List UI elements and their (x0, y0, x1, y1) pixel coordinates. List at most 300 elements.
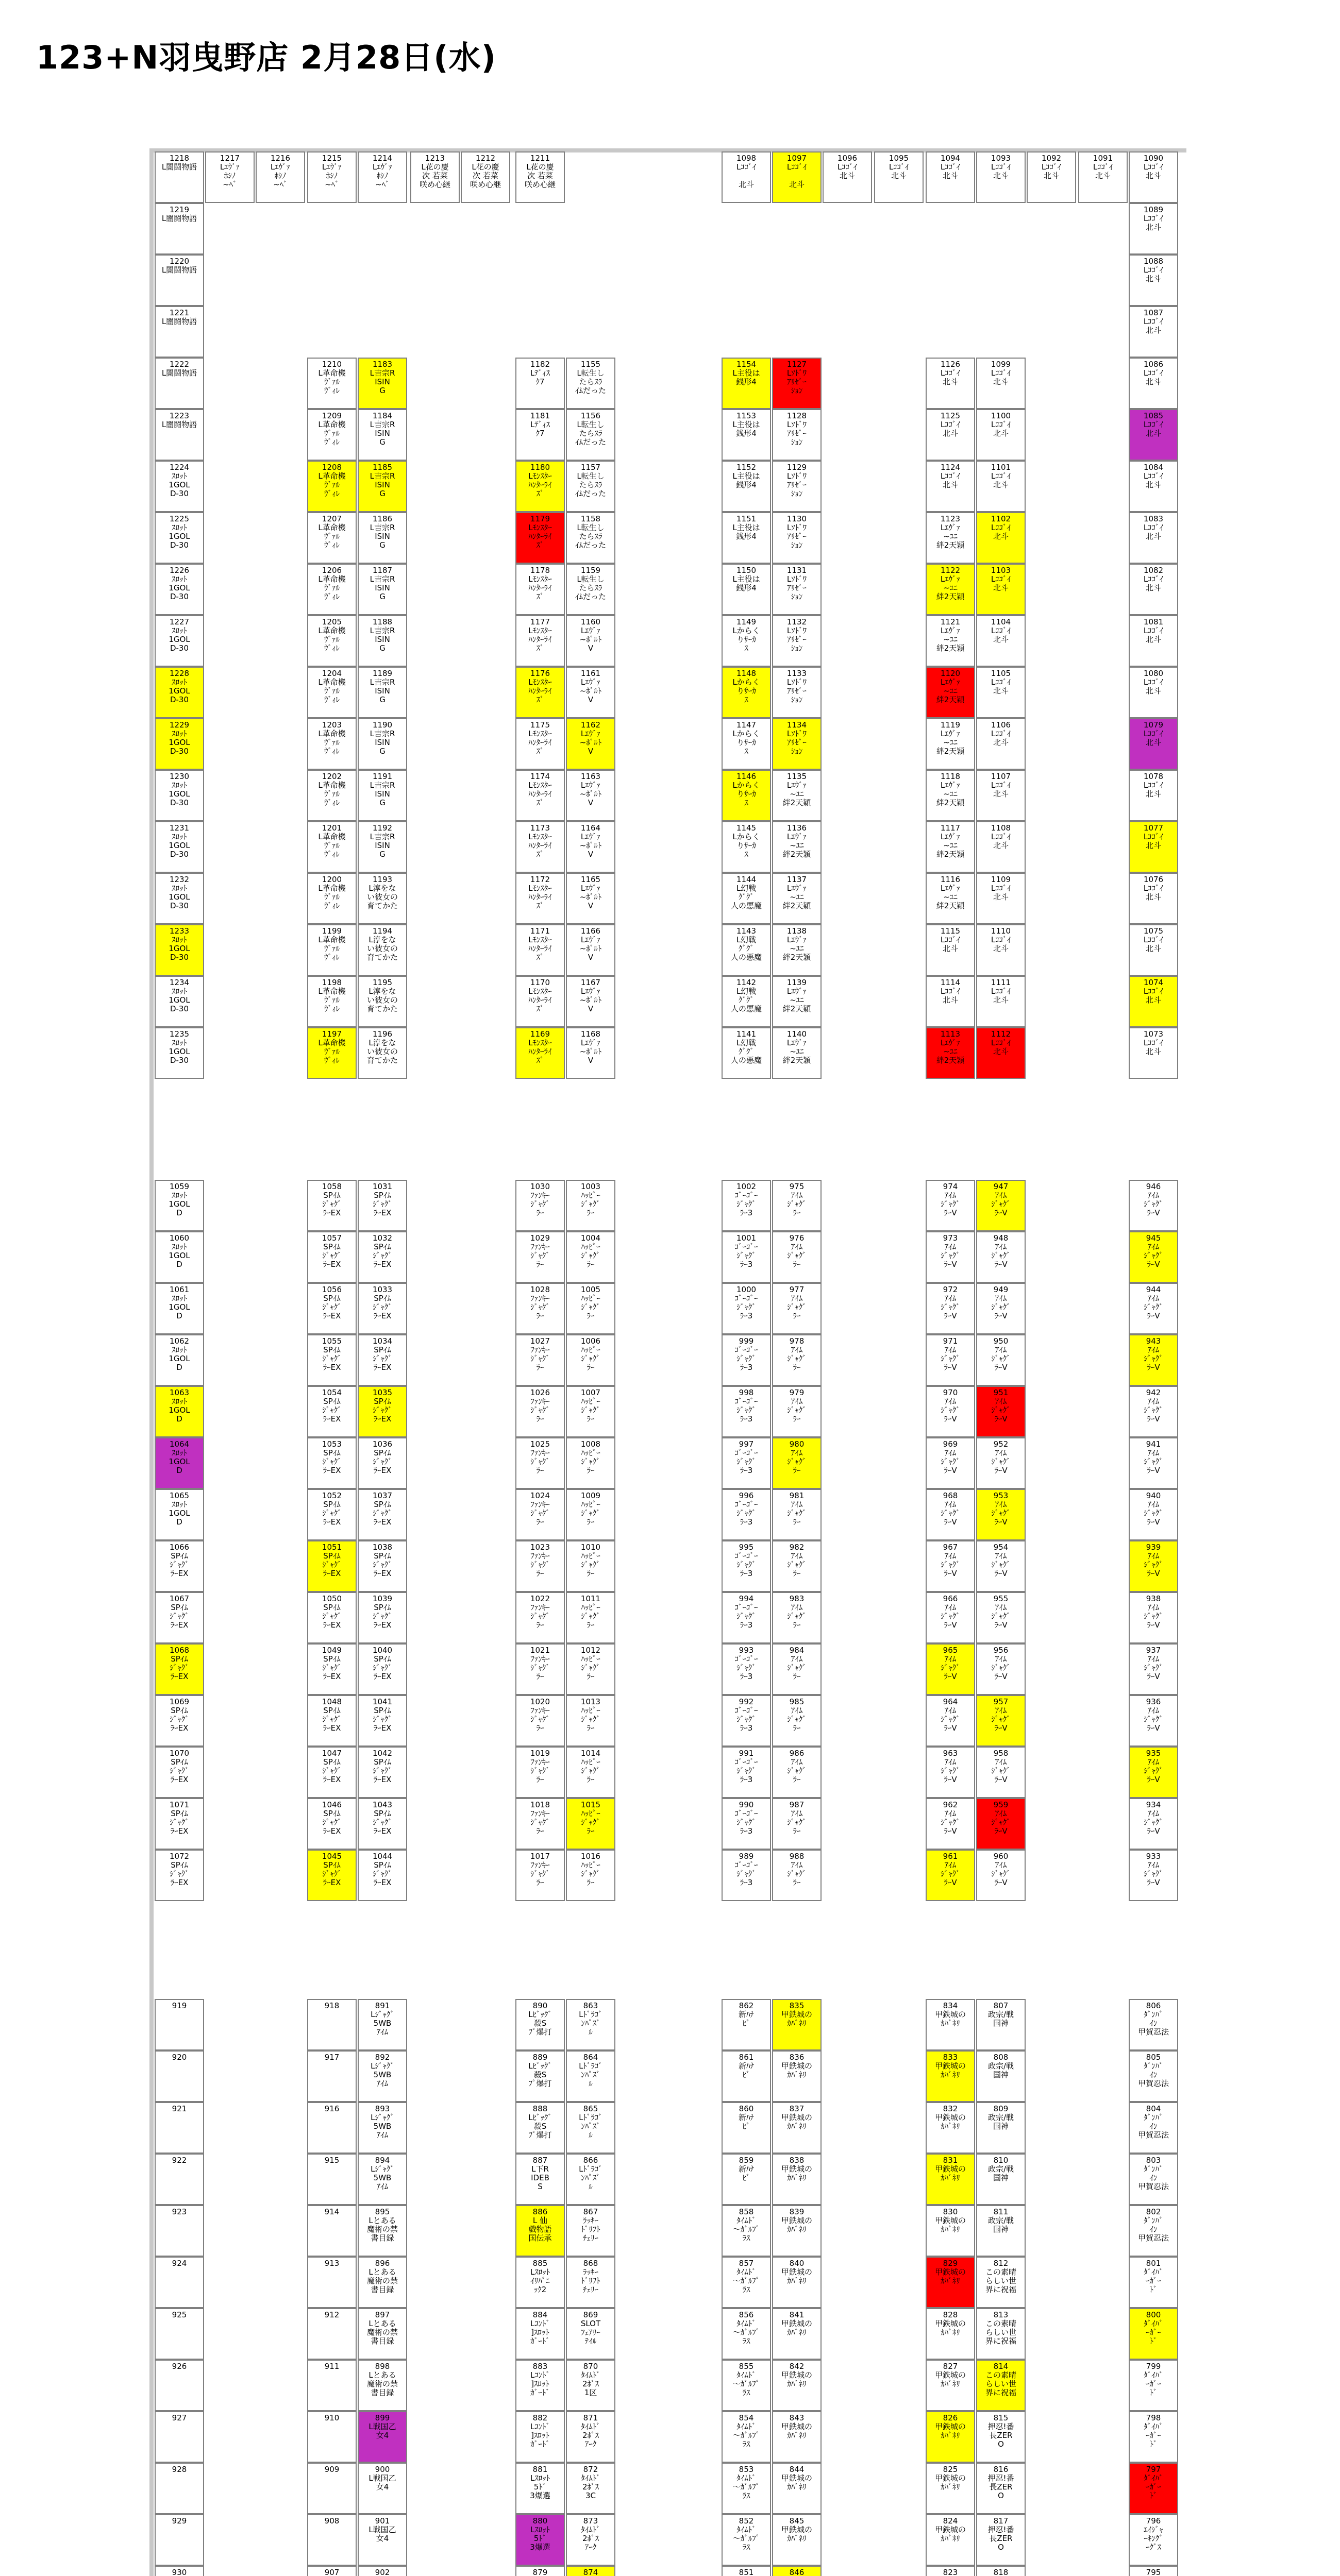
machine-cell (722, 2102, 771, 2154)
machine-number: 1089 (1143, 205, 1164, 214)
machine-cell (566, 564, 615, 615)
machine-number: 836 (789, 2053, 805, 2062)
machine-name: ﾊｯﾋﾟｰ ｼﾞｬｸﾞ ﾗｰ (581, 1860, 600, 1887)
machine-number: 1127 (786, 360, 807, 369)
machine-cell (155, 1999, 204, 2050)
machine-number: 938 (1146, 1594, 1161, 1603)
machine-name: ｱｲﾑ ｼﾞｬｸﾞ ﾗｰ (787, 1654, 807, 1681)
machine-cell (566, 770, 615, 821)
machine-name: Lｺﾝﾄﾞ ]ｽﾛｯﾄ ｶﾞｰﾄﾞ (530, 2370, 550, 2397)
machine-number: 1082 (1143, 566, 1164, 575)
machine-cell (358, 2205, 407, 2257)
machine-number: 1046 (322, 1800, 342, 1809)
machine-number: 989 (739, 1852, 754, 1861)
machine-cell (515, 151, 565, 203)
machine-cell (722, 461, 771, 512)
machine-cell (976, 1592, 1026, 1643)
machine-name: SPｲﾑ ｼﾞｬｸﾞ ﾗｰEX (170, 1654, 189, 1681)
machine-name: ｱｲﾑ ｼﾞｬｸﾞ ﾗｰV (991, 1603, 1011, 1630)
machine-name: Lｿﾄﾞﾜ ｱﾘｾﾞｰ ｼｮﾝ (786, 729, 807, 756)
machine-name: L転生し たらｽﾗ ｲﾑだった (575, 523, 606, 550)
machine-number: 949 (993, 1285, 1009, 1294)
machine-number: 1181 (530, 411, 550, 420)
machine-cell (772, 409, 822, 461)
machine-cell (358, 1540, 407, 1592)
machine-cell (976, 1334, 1026, 1386)
machine-name: ｱｲﾑ ｼﾞｬｸﾞ ﾗｰV (1144, 1809, 1163, 1836)
machine-name: この素晴 らしい世 界に祝福 (985, 2267, 1016, 2294)
machine-number: 914 (324, 2207, 340, 2216)
machine-cell (1129, 2102, 1178, 2154)
machine-cell (772, 2566, 822, 2576)
machine-name: ﾊｯﾋﾟｰ ｼﾞｬｸﾞ ﾗｰ (581, 1757, 600, 1784)
machine-name: Lｺｺﾞｲ 北斗 (1143, 471, 1164, 489)
machine-cell (358, 2360, 407, 2411)
machine-number: 1092 (1041, 154, 1062, 163)
machine-name: ﾀｲﾑﾄﾞ 〜ｶﾞﾙﾌﾟ ﾗｽ (732, 2473, 760, 2500)
machine-name: Lからく りｻｰｶ ｽ (732, 677, 760, 704)
machine-name: Lﾓﾝｽﾀｰ ﾊﾝﾀｰﾗｲ ｽﾞ (528, 574, 552, 601)
machine-cell (515, 924, 565, 976)
machine-cell (515, 1437, 565, 1489)
machine-number: 935 (1146, 1749, 1161, 1758)
machine-name: Lｴｳﾞｧ ~ﾕﾆ 絆2天穎 (936, 523, 965, 550)
machine-name: Lｴｳﾞｧ ~ﾕﾆ 絆2天穎 (936, 729, 965, 756)
machine-number: 880 (532, 2516, 548, 2526)
machine-number: 816 (993, 2465, 1009, 2474)
machine-number: 912 (324, 2310, 340, 2319)
machine-cell (722, 615, 771, 667)
machine-number: 980 (789, 1439, 805, 1449)
machine-number: 1029 (530, 1233, 550, 1243)
machine-number: 841 (789, 2310, 805, 2319)
machine-name: Lｴｳﾞｧ ﾎｼﾉ ~ﾍﾞ (372, 162, 393, 189)
machine-cell (515, 2360, 565, 2411)
machine-number: 1052 (322, 1491, 342, 1500)
machine-number: 1073 (1143, 1029, 1164, 1039)
machine-number: 1205 (322, 617, 342, 626)
machine-name: ﾊｯﾋﾟｰ ｼﾞｬｸﾞ ﾗｰ (581, 1500, 600, 1527)
machine-number: 1080 (1143, 669, 1164, 678)
machine-number: 1194 (372, 926, 393, 936)
machine-cell (515, 1231, 565, 1283)
machine-cell (307, 2514, 357, 2566)
machine-cell (155, 358, 204, 409)
machine-name: L革命機 ｳﾞｧﾙ ｳﾞｨﾚ (318, 729, 346, 756)
machine-cell (976, 151, 1026, 203)
machine-cell (307, 1283, 357, 1334)
machine-cell (926, 2154, 975, 2205)
machine-name: ﾌｧﾝｷｰ ｼﾞｬｸﾞ ﾗｰ (530, 1809, 550, 1836)
machine-cell (515, 1283, 565, 1334)
machine-cell (722, 770, 771, 821)
machine-number: 984 (789, 1646, 805, 1655)
machine-cell (976, 2360, 1026, 2411)
machine-number: 888 (532, 2104, 548, 2113)
machine-number: 993 (739, 1646, 754, 1655)
machine-name: 政宗/戦 国神 (987, 2113, 1014, 2131)
machine-name: 押忍!番 長ZER O (987, 2422, 1014, 2449)
machine-number: 838 (789, 2156, 805, 2165)
machine-number: 1154 (736, 360, 757, 369)
machine-number: 1195 (372, 978, 393, 987)
machine-number: 1070 (169, 1749, 190, 1758)
machine-number: 1223 (169, 411, 190, 420)
machine-number: 1104 (991, 617, 1011, 626)
machine-cell (1129, 512, 1178, 564)
machine-cell (926, 1437, 975, 1489)
machine-number: 860 (739, 2104, 754, 2113)
machine-cell (307, 1386, 357, 1437)
machine-number: 1084 (1143, 463, 1164, 472)
machine-cell (772, 1798, 822, 1850)
machine-name: L闇闘物語 (161, 214, 197, 223)
machine-name: SPｲﾑ ｼﾞｬｸﾞ ﾗｰEX (322, 1757, 342, 1784)
machine-number: 1143 (736, 926, 757, 936)
machine-number: 1212 (475, 154, 496, 163)
machine-name: ﾗｯｷｰ ﾄﾞﾘﾌﾄ ﾁｪﾘｰ (581, 2267, 600, 2294)
machine-name: SPｲﾑ ｼﾞｬｸﾞ ﾗｰEX (373, 1551, 392, 1578)
machine-number: 951 (993, 1388, 1009, 1397)
machine-cell (155, 2411, 204, 2463)
machine-name: ｺﾞｰｺﾞｰ ｼﾞｬｸﾞ ﾗｰ3 (734, 1860, 758, 1887)
machine-cell (926, 615, 975, 667)
machine-cell (1129, 1747, 1178, 1798)
machine-cell (722, 1999, 771, 2050)
machine-number: 1129 (786, 463, 807, 472)
machine-name: L革命機 ｳﾞｧﾙ ｳﾞｨﾚ (318, 935, 346, 962)
machine-number: 812 (993, 2259, 1009, 2268)
machine-cell (722, 873, 771, 924)
machine-name: ｱｲﾑ ｼﾞｬｸﾞ ﾗｰ (787, 1242, 807, 1269)
machine-number: 1096 (837, 154, 858, 163)
machine-cell (155, 667, 204, 718)
machine-name: SPｲﾑ ｼﾞｬｸﾞ ﾗｰEX (373, 1757, 392, 1784)
machine-name: ｱｲﾑ ｼﾞｬｸﾞ ﾗｰV (991, 1345, 1011, 1372)
machine-number: 981 (789, 1491, 805, 1500)
machine-cell (256, 151, 305, 203)
machine-cell (976, 2566, 1026, 2576)
machine-cell (307, 2154, 357, 2205)
machine-number: 986 (789, 1749, 805, 1758)
machine-cell (722, 1695, 771, 1747)
machine-number: 913 (324, 2259, 340, 2268)
machine-cell (515, 770, 565, 821)
machine-cell (358, 1283, 407, 1334)
machine-name: Lｺｺﾞｲ 北斗 (889, 162, 909, 180)
machine-cell (1129, 718, 1178, 770)
machine-cell (155, 718, 204, 770)
machine-number: 1214 (372, 154, 393, 163)
machine-number: 1230 (169, 772, 190, 781)
machine-cell (1129, 255, 1178, 306)
machine-number: 902 (375, 2568, 390, 2576)
machine-number: 953 (993, 1491, 1009, 1500)
machine-number: 1158 (580, 514, 601, 523)
page-title: 123+N羽曳野店 2月28日(水) (36, 39, 496, 76)
machine-cell (976, 2514, 1026, 2566)
machine-number: 948 (993, 1233, 1009, 1243)
machine-name: ｱｲﾑ ｼﾞｬｸﾞ ﾗｰV (1144, 1860, 1163, 1887)
machine-number: 1204 (322, 669, 342, 678)
machine-cell (722, 821, 771, 873)
machine-number: 976 (789, 1233, 805, 1243)
machine-number: 992 (739, 1697, 754, 1706)
machine-cell (515, 615, 565, 667)
machine-cell (515, 718, 565, 770)
machine-name: ｽﾛｯﾄ 1GOL D-30 (169, 677, 190, 704)
machine-number: 1005 (580, 1285, 601, 1294)
machine-name: Lﾓﾝｽﾀｰ ﾊﾝﾀｰﾗｲ ｽﾞ (528, 987, 552, 1013)
machine-cell (926, 409, 975, 461)
machine-name: SPｲﾑ ｼﾞｬｸﾞ ﾗｰEX (373, 1809, 392, 1836)
machine-number: 1068 (169, 1646, 190, 1655)
machine-cell (307, 667, 357, 718)
machine-number: 1114 (940, 978, 961, 987)
machine-number: 842 (789, 2362, 805, 2371)
machine-name: ｱｲﾑ ｼﾞｬｸﾞ ﾗｰ (787, 1757, 807, 1784)
machine-name: 甲鉄城の ｶﾊﾞﾈﾘ (934, 2164, 966, 2182)
machine-name: L戦国乙 女4 (368, 2473, 396, 2492)
machine-name: 甲鉄城の ｶﾊﾞﾈﾘ (934, 2216, 966, 2234)
machine-number: 972 (943, 1285, 958, 1294)
machine-name: ｱｲﾑ ｼﾞｬｸﾞ ﾗｰ (787, 1500, 807, 1527)
machine-cell (1129, 2308, 1178, 2360)
machine-number: 1147 (736, 720, 757, 730)
machine-name: 甲鉄城の ｶﾊﾞﾈﾘ (781, 2267, 812, 2285)
machine-name: ｱｲﾑ ｼﾞｬｸﾞ ﾗｰV (941, 1860, 960, 1887)
machine-cell (772, 2205, 822, 2257)
machine-number: 1217 (220, 154, 240, 163)
machine-number: 1039 (372, 1594, 393, 1603)
machine-number: 1087 (1143, 308, 1164, 317)
machine-name: 新ﾊﾅ ﾋﾞ (738, 2061, 754, 2079)
machine-cell (772, 1334, 822, 1386)
machine-cell (155, 1231, 204, 1283)
machine-number: 944 (1146, 1285, 1161, 1294)
machine-cell (772, 2050, 822, 2102)
machine-cell (358, 2463, 407, 2514)
machine-number: 853 (739, 2465, 754, 2474)
machine-cell (566, 1489, 615, 1540)
machine-number: 943 (1146, 1336, 1161, 1346)
machine-cell (772, 512, 822, 564)
machine-number: 1028 (530, 1285, 550, 1294)
machine-cell (155, 1283, 204, 1334)
machine-number: 867 (583, 2207, 598, 2216)
machine-name: Lｺｺﾞｲ 北斗 (991, 781, 1011, 799)
machine-name: SPｲﾑ ｼﾞｬｸﾞ ﾗｰEX (322, 1603, 342, 1630)
machine-cell (976, 667, 1026, 718)
machine-name: ｱｲﾑ ｼﾞｬｸﾞ ﾗｰV (941, 1500, 960, 1527)
machine-cell (976, 2463, 1026, 2514)
machine-cell (307, 1592, 357, 1643)
machine-number: 974 (943, 1182, 958, 1191)
machine-name: ﾀﾞﾝﾊﾞ ｲﾝ 甲賀忍法 (1137, 2216, 1169, 2243)
machine-number: 1002 (736, 1182, 757, 1191)
machine-cell (926, 2102, 975, 2154)
machine-number: 883 (532, 2362, 548, 2371)
machine-cell (566, 2154, 615, 2205)
machine-cell (772, 667, 822, 718)
machine-cell (155, 770, 204, 821)
machine-number: 927 (172, 2413, 187, 2422)
machine-cell (772, 2102, 822, 2154)
machine-name: L革命機 ｳﾞｧﾙ ｳﾞｨﾚ (318, 781, 346, 807)
machine-name: Lｺｺﾞｲ 北斗 (736, 162, 757, 189)
machine-cell (976, 1850, 1026, 1901)
machine-cell (155, 2463, 204, 2514)
machine-name: 甲鉄城の ｶﾊﾞﾈﾘ (781, 2525, 812, 2543)
machine-name: ｱｲﾑ ｼﾞｬｸﾞ ﾗｰV (1144, 1294, 1163, 1320)
machine-cell (1129, 2463, 1178, 2514)
machine-name: SPｲﾑ ｼﾞｬｸﾞ ﾗｰEX (170, 1809, 189, 1836)
machine-name: 政宗/戦 国神 (987, 2216, 1014, 2234)
machine-number: 831 (943, 2156, 958, 2165)
machine-name: ｱｲﾑ ｼﾞｬｸﾞ ﾗｰV (941, 1448, 960, 1475)
machine-cell (307, 2050, 357, 2102)
machine-cell (976, 1643, 1026, 1695)
machine-number: 1185 (372, 463, 393, 472)
machine-cell (1129, 1850, 1178, 1901)
machine-name: ﾊｯﾋﾟｰ ｼﾞｬｸﾞ ﾗｰ (581, 1294, 600, 1320)
machine-name: ｱｲﾑ ｼﾞｬｸﾞ ﾗｰV (941, 1242, 960, 1269)
machine-name: Lｺｺﾞｲ 北斗 (991, 677, 1011, 696)
machine-number: 1051 (322, 1543, 342, 1552)
machine-name: L転生し たらｽﾗ ｲﾑだった (575, 420, 606, 447)
machine-name: Lｿﾄﾞﾜ ｱﾘｾﾞｰ ｼｮﾝ (786, 368, 807, 395)
machine-number: 1032 (372, 1233, 393, 1243)
machine-name: Lｴｳﾞｧ ~ﾎﾞﾙﾄ V (579, 832, 602, 859)
machine-number: 1125 (940, 411, 961, 420)
machine-cell (926, 821, 975, 873)
machine-name: ｱｲﾑ ｼﾞｬｸﾞ ﾗｰV (941, 1191, 960, 1217)
machine-name: ｱｲﾑ ｼﾞｬｸﾞ ﾗｰV (1144, 1191, 1163, 1217)
machine-number: 1134 (786, 720, 807, 730)
machine-number: 824 (943, 2516, 958, 2526)
machine-cell (566, 358, 615, 409)
machine-number: 800 (1146, 2310, 1161, 2319)
machine-number: 1081 (1143, 617, 1164, 626)
machine-name: ｱｲﾑ ｼﾞｬｸﾞ ﾗｰV (991, 1191, 1011, 1217)
machine-cell (874, 151, 924, 203)
machine-cell (772, 1695, 822, 1747)
machine-name: ﾀﾞﾝﾊﾞ ｲﾝ 甲賀忍法 (1137, 2061, 1169, 2088)
machine-number: 930 (172, 2568, 187, 2576)
machine-cell (1129, 1027, 1178, 1079)
machine-number: 1079 (1143, 720, 1164, 730)
machine-number: 964 (943, 1697, 958, 1706)
machine-name: ｽﾛｯﾄ 1GOL D (169, 1397, 190, 1423)
machine-number: 973 (943, 1233, 958, 1243)
machine-cell (722, 1180, 771, 1231)
machine-cell (772, 2411, 822, 2463)
machine-cell (976, 409, 1026, 461)
machine-cell (976, 1540, 1026, 1592)
machine-name: ｽﾛｯﾄ 1GOL D (169, 1448, 190, 1475)
machine-name: L淳をな い彼女の 育てかた (366, 1038, 398, 1065)
machine-name: Lｴｳﾞｧ ~ﾎﾞﾙﾄ V (579, 781, 602, 807)
machine-name: Lｴｳﾞｧ ~ﾕﾆ 絆2天穎 (782, 987, 811, 1013)
machine-cell (1129, 203, 1178, 255)
machine-cell (358, 924, 407, 976)
machine-cell (307, 1437, 357, 1489)
machine-name: Lﾓﾝｽﾀｰ ﾊﾝﾀｰﾗｲ ｽﾞ (528, 677, 552, 704)
machine-cell (358, 1592, 407, 1643)
machine-number: 859 (739, 2156, 754, 2165)
machine-cell (515, 409, 565, 461)
machine-number: 1149 (736, 617, 757, 626)
machine-name: ｱｲﾑ ｼﾞｬｸﾞ ﾗｰV (941, 1809, 960, 1836)
machine-cell (515, 564, 565, 615)
machine-cell (515, 1850, 565, 1901)
machine-number: 896 (375, 2259, 390, 2268)
machine-cell (926, 1027, 975, 1079)
machine-cell (772, 1540, 822, 1592)
machine-cell (307, 770, 357, 821)
machine-name: L吉宗R ISIN G (370, 832, 395, 859)
machine-number: 1010 (580, 1543, 601, 1552)
machine-cell (515, 1386, 565, 1437)
machine-number: 917 (324, 2053, 340, 2062)
machine-name: L主役は 銭形4 (732, 523, 760, 541)
machine-number: 1085 (1143, 411, 1164, 420)
machine-number: 796 (1146, 2516, 1161, 2526)
machine-name: ﾊｯﾋﾟｰ ｼﾞｬｸﾞ ﾗｰ (581, 1706, 600, 1733)
machine-cell (155, 203, 204, 255)
machine-number: 1145 (736, 823, 757, 833)
machine-cell (566, 512, 615, 564)
machine-number: 855 (739, 2362, 754, 2371)
machine-name: L幻戦 ｸﾞｸﾞ 人の悪魔 (730, 987, 762, 1013)
machine-name: ﾀｲﾑﾄﾞ 〜ｶﾞﾙﾌﾟ ﾗｽ (732, 2319, 760, 2346)
machine-name: ｱｲﾑ ｼﾞｬｸﾞ ﾗｰV (1144, 1500, 1163, 1527)
machine-name: Lﾋﾞｯｸﾞ 殺S ﾌﾟ爆打 (528, 2010, 552, 2037)
machine-cell (722, 1540, 771, 1592)
machine-number: 929 (172, 2516, 187, 2526)
machine-number: 901 (375, 2516, 390, 2526)
machine-number: 1058 (322, 1182, 342, 1191)
machine-name: ｽﾛｯﾄ 1GOL D-30 (169, 1038, 190, 1065)
machine-cell (722, 151, 771, 203)
machine-name: ﾗｯｷｰ ﾄﾞﾘﾌﾄ ﾁｪﾘｰ (581, 2216, 600, 2243)
machine-cell (566, 1386, 615, 1437)
machine-name: Lからく りｻｰｶ ｽ (732, 729, 760, 756)
machine-name: 甲鉄城の ｶﾊﾞﾈﾘ (781, 2010, 812, 2028)
machine-number: 1123 (940, 514, 961, 523)
machine-name: Lｺｺﾞｲ 北斗 (991, 626, 1011, 644)
machine-cell (155, 306, 204, 358)
machine-cell (976, 461, 1026, 512)
machine-cell (722, 1283, 771, 1334)
machine-number: 1227 (169, 617, 190, 626)
machine-number: 1034 (372, 1336, 393, 1346)
machine-cell (1129, 564, 1178, 615)
machine-number: 866 (583, 2156, 598, 2165)
machine-cell (722, 2360, 771, 2411)
machine-cell (358, 615, 407, 667)
machine-name: L幻戦 ｸﾞｸﾞ 人の悪魔 (730, 935, 762, 962)
machine-number: 815 (993, 2413, 1009, 2422)
machine-name: Lﾓﾝｽﾀｰ ﾊﾝﾀｰﾗｲ ｽﾞ (528, 523, 552, 550)
machine-cell (722, 409, 771, 461)
machine-cell (1129, 358, 1178, 409)
machine-name: Lからく りｻｰｶ ｽ (732, 832, 760, 859)
machine-cell (307, 2308, 357, 2360)
machine-number: 1099 (991, 360, 1011, 369)
machine-number: 1015 (580, 1800, 601, 1809)
machine-name: Lとある 魔術の禁 書目録 (366, 2319, 398, 2346)
